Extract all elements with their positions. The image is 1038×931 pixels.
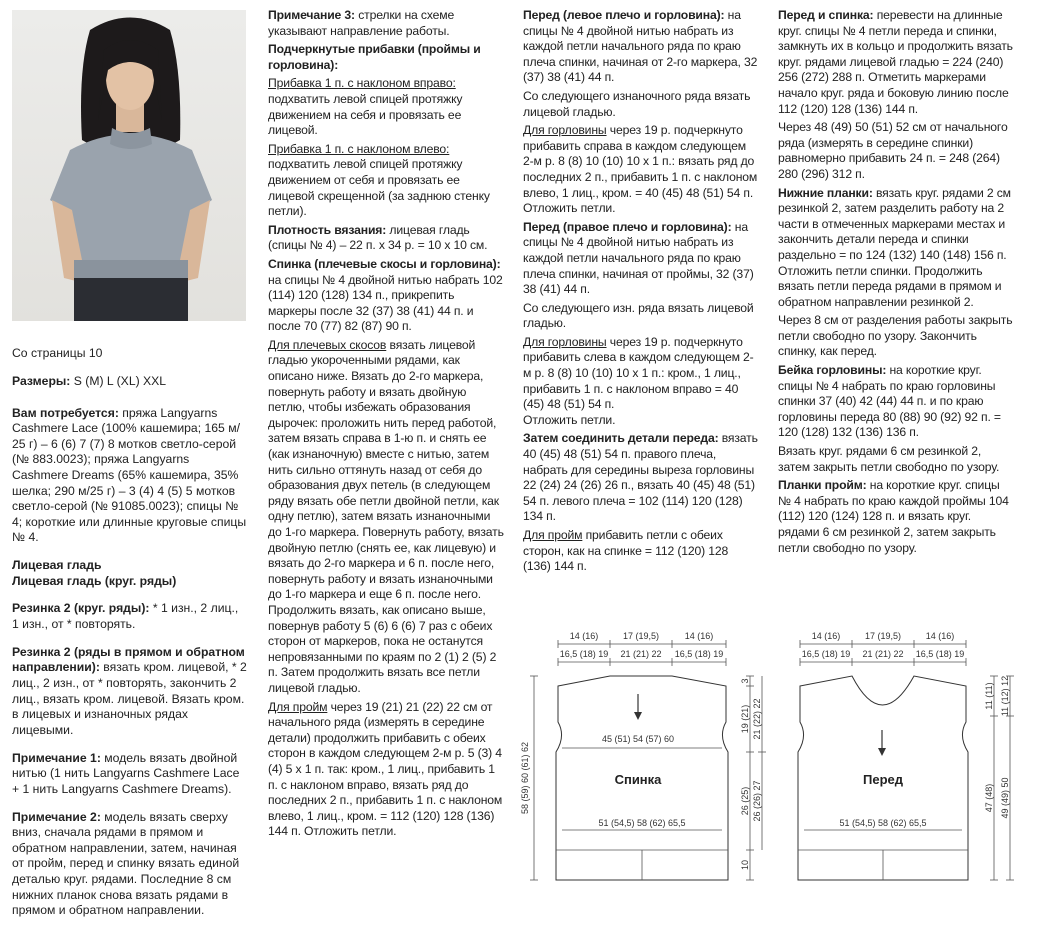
note2-text: модель вязать сверху вниз, сначала рядами в прямом и обратном направлении, затем, начиная от пройм, перед и спинку вязать единой деталью круг. рядами. Последние 8 см нижних планок снова вязать рядами в прямом и обратном направлении. [12, 809, 240, 918]
note3-label: Примечание 3: [268, 8, 355, 22]
front-v-body: 47 (48) [984, 783, 994, 813]
back-sub-mid: 21 (21) 22 [620, 649, 662, 659]
join-text: вязать 40 (45) 48 (51) 54 п. правого плеча, набрать для середины выреза горловины 22 (24) 24 (26) 26 п., вязать 40 (45) 48 (51) 54 п. левого плеча = 102 (114) 120 (128) 134 п. [523, 431, 758, 524]
back-text: на спицы № 4 двойной нитью набрать 102 (114) 120 (128) 134 п., прикрепить маркеры после 32 (37) 38 (41) 44 п. и после 70 (77) 82 (87) 90 п. [268, 272, 503, 334]
inc-left-label: Прибавка 1 п. с наклоном влево: [268, 141, 450, 156]
front-left-neck-text: через 19 р. подчеркнуто прибавить справа в каждом следующем 2-м р. 8 (8) 10 (10) 10 х 1 п.: вязать ряд до последних 2 п., прибавить 1 п. с наклоном влево, 1 лиц., кром. = 40 (45) 48 (51) 54 п. Отложить петли. [523, 123, 758, 216]
back-waist: 51 (54,5) 58 (62) 65,5 [598, 818, 686, 828]
front-sub-mid: 21 (21) 22 [862, 649, 904, 659]
stitch-stockinette: Лицевая гладь [12, 558, 102, 573]
back-v-bottom: 10 [740, 859, 750, 871]
front-right-text2: Со следующего изн. ряда вязать лицевой гладью. [523, 300, 754, 331]
column-4 [778, 8, 1014, 559]
front-back-text: перевести на длинные круг. спицы № 4 петли переда и спинки, замкнуть их в кольцо и продолжить вязать круг. рядами лицевой гладью = 224 (240) 256 (272) 288 п. Отметить маркерами начало круг. ряда и боковую линию после 112 (120) 128 (136) 144 п. [778, 8, 1013, 116]
neckband-label: Бейка горловины: [778, 363, 887, 378]
rib-round-text: * 1 изн., 2 лиц., 1 изн., от * повторять. [12, 601, 239, 632]
stitch-stockinette-round: Лицевая гладь (круг. ряды) [12, 573, 177, 588]
front-top-left: 14 (16) [811, 631, 841, 641]
sizes-value: S (M) L (XL) XXL [70, 373, 167, 388]
back-v-top: 3 [740, 678, 750, 684]
back-chest: 45 (51) 54 (57) 60 [601, 734, 675, 744]
front-sub-left: 16,5 (18) 19 [801, 649, 851, 659]
materials-text: пряжа Langyarns Cashmere Lace (100% кашемира; 165 м/ 25 г) – 6 (6) 7 (7) 8 мотков светло-серой (№ 883.0023); пряжа Langyarns Cashmere Dreams (65% кашемира, 35% шелка; 290 м/25 г) – 3 (4) 4 (5) 5 мотков светло-серой (№ 91085.0023); спицы № 4; короткие или длинные круговые спицы № 4. [12, 405, 247, 545]
back-v-total: 58 (59) 60 (61) 62 [520, 741, 530, 815]
front-title: Перед [863, 772, 903, 787]
armhole-bands-label: Планки пройм: [778, 478, 867, 493]
density-text: лицевая гладь (спицы № 4) – 22 п. х 34 р. = 10 х 10 см. [268, 222, 488, 253]
inc-right-text: подхватить левой спицей протяжку движением на себя и провязать ее лицевой. [268, 91, 463, 138]
note2-label: Примечание 2: [12, 809, 101, 824]
model-photo [12, 10, 246, 321]
inc-left-text: подхватить левой спицей протяжку движением от себя и провязать ее лицевой скрещенной (за заднюю стенку петли). [268, 157, 490, 219]
note1-label: Примечание 1: [12, 750, 101, 765]
neckband-text2: Вязать круг. рядами 6 см резинкой 2, затем закрыть петли свободно по узору. [778, 444, 1000, 474]
sizes-label: Размеры: [12, 373, 71, 388]
front-left-label: Перед (левое плечо и горловина): [523, 8, 725, 22]
note1-text: модель вязать двойной нитью (1 нить Langyarns Cashmere Lace + 1 нить Langyarns Cashmere Dreams). [12, 750, 240, 796]
front-top-right: 14 (16) [925, 631, 955, 641]
column-2 [268, 8, 504, 843]
armhole-front-label: Для пройм [523, 528, 583, 542]
front-left-neck-label: Для горловины [523, 123, 607, 138]
back-top-right: 14 (16) [684, 631, 714, 641]
back-title: Спинка [614, 772, 662, 787]
front-top-mid: 17 (19,5) [864, 631, 902, 641]
front-v-neck: 11 (11) [984, 682, 994, 710]
front-v-neck2: 11 (12) 12 [1000, 675, 1010, 717]
back-top-mid: 17 (19,5) [622, 631, 660, 641]
lower-bands-label: Нижние планки: [778, 185, 873, 200]
front-back-text2: Через 48 (49) 50 (51) 52 см от начального ряда (измерять в середине спинки) равномерно прибавить 24 п. = 248 (264) 280 (296) 312 п. [778, 120, 1008, 181]
back-v-arm: 19 (21) [740, 704, 750, 734]
armhole-front-text: прибавить петли с обеих сторон, как на спинке = 112 (120) 128 (136) 144 п. [523, 528, 729, 574]
front-right-neck-text: через 19 р. подчеркнуто прибавить слева в каждом следующем 2-м р. 8 (8) 10 (10) 10 х 1 п.: кром., 1 лиц., прибавить 1 п. с наклоном вправо = 40 (45) 48 (51) 54 п. [523, 334, 754, 412]
front-v-body2: 49 (49) 50 [1000, 777, 1010, 819]
back-top-left: 14 (16) [569, 631, 599, 641]
bevel-text: вязать лицевой гладью укороченными рядами, как описано ниже. Вязать до 2-го маркера, повернуть работу и вязать двойную петлю, чтобы избежать образования дырочек: проложить нить перед работой, затем вязать справа в 1-ю п. и снять ее (как изнаночную) вместе с нитью, затем нить сильно оттянуть назад от себя до образования двух петель (в следующем ряду вязать обе петли двойной петли, как одну петлю), затем вязать изнаночными до 1-го маркера. Повернуть работу, вязать двойную петлю (снять ее, как лицевую) и вязать до 2-го маркера и 6 п. после него, повернуть работу и вязать изнаночными до 1-го маркера и еще 6 п. после него. Продолжить вязать, как описано выше, повернув работу 5 (6) 6 (6) 7 раз с обеих сторон от маркеров, пока не останутся непровязанными по краям по 2 (1) 2 (5) 2 п. Затем продолжить вязать все петли лицевой гладью. [268, 337, 504, 695]
back-v-body2: 26 (26) 27 [752, 780, 762, 822]
armhole-bands-text: на короткие круг. спицы № 4 набрать по краю каждой проймы 104 (112) 120 (124) 128 п. и вязать круг. рядами 6 см резинкой 2, затем закрыть петли свободно по узору. [778, 478, 1009, 555]
from-page: Со страницы 10 [12, 346, 103, 361]
front-sub-right: 16,5 (18) 19 [915, 649, 965, 659]
front-left-text2: Со следующего изнаночного ряда вязать лицевой гладью. [523, 88, 751, 119]
rib-round-label: Резинка 2 (круг. ряды): [12, 601, 150, 616]
lower-bands-text2: Через 8 см от разделения работы закрыть петли свободно по узору. Закончить спинку, как перед. [778, 313, 1013, 359]
back-sub-right: 16,5 (18) 19 [674, 649, 724, 659]
armhole-back-text: через 19 (21) 21 (22) 22 см от начального ряда (измерять в середине детали) продолжить прибавить с обеих сторон в каждом следующем 2-м р. 5 (3) 4 (4) 5 х 1 п. так: кром., 1 лиц., прибавить 1 п. с наклоном вправо, вязать ряд до последних 2 п., прибавить 1 п. с наклоном влево, 1 лиц., кром. = 112 (120) 128 (136) 144 п. Отложить петли. [268, 699, 503, 839]
bevel-label: Для плечевых скосов [268, 337, 387, 352]
left-column [12, 334, 248, 931]
armhole-back-label: Для пройм [268, 699, 328, 714]
materials-label: Вам потребуется: [12, 405, 119, 420]
front-right-text: на спицы № 4 двойной нитью набрать из каждой петли начального ряда по краю плеча спинки, начиная от проймы, 32 (37) 38 (41) 44 п. [523, 219, 754, 297]
back-label: Спинка (плечевые скосы и горловина): [268, 256, 501, 271]
column-3 [523, 8, 759, 578]
rib-flat-text: вязать кром. лицевой, * 2 лиц., 2 изн., от * повторять, закончить 2 лиц., вязать кром. лицевой. Вязать кром. в лицевых и изнаночных рядах лицевыми. [12, 660, 247, 737]
back-sub-left: 16,5 (18) 19 [559, 649, 609, 659]
back-v-body: 26 (25) [740, 786, 750, 816]
front-back-label: Перед и спинка: [778, 8, 874, 22]
join-label: Затем соединить детали переда: [523, 431, 719, 446]
back-schematic [512, 624, 768, 896]
neckband-text: на короткие круг. спицы № 4 набрать по краю горловины спинки 37 (40) 42 (44) 44 п. и по краю горловины переда 80 (88) 90 (92) 92 п. = 120 (128) 132 (136) 136 п. [778, 363, 1001, 440]
inc-right-label: Прибавка 1 п. с наклоном вправо: [268, 76, 456, 91]
rib-flat-label: Резинка 2 (ряды в прямом и обратном направлении): [12, 644, 245, 675]
front-schematic [770, 624, 1026, 896]
front-left-text: на спицы № 4 двойной нитью набрать из каждой петли начального ряда по краю плеча спинки, начиная от 2-го маркера, 32 (37) 38 (41) 44 п. [523, 8, 758, 85]
front-right-text3: Отложить петли. [523, 412, 616, 427]
back-v-arm2: 21 (22) 22 [752, 698, 762, 740]
density-label: Плотность вязания: [268, 222, 387, 237]
note3-text: стрелки на схеме указывают направление работы. [268, 8, 455, 38]
underlined-increases-heading: Подчеркнутые прибавки (проймы и горловина): [268, 42, 481, 72]
front-right-label: Перед (правое плечо и горловина): [523, 219, 732, 234]
front-right-neck-label: Для горловины [523, 334, 607, 349]
lower-bands-text: вязать круг. рядами 2 см резинкой 2, затем разделить работу на 2 части в отмеченных маркерами местах и закончить детали переда и спинки раздельно = по 124 (132) 140 (148) 156 п. Отложить петли спинки. Продолжить вязать петли переда рядами в прямом и обратном направлении резинкой 2. [778, 185, 1011, 309]
front-waist: 51 (54,5) 58 (62) 65,5 [839, 818, 927, 828]
model-illustration [12, 10, 246, 321]
